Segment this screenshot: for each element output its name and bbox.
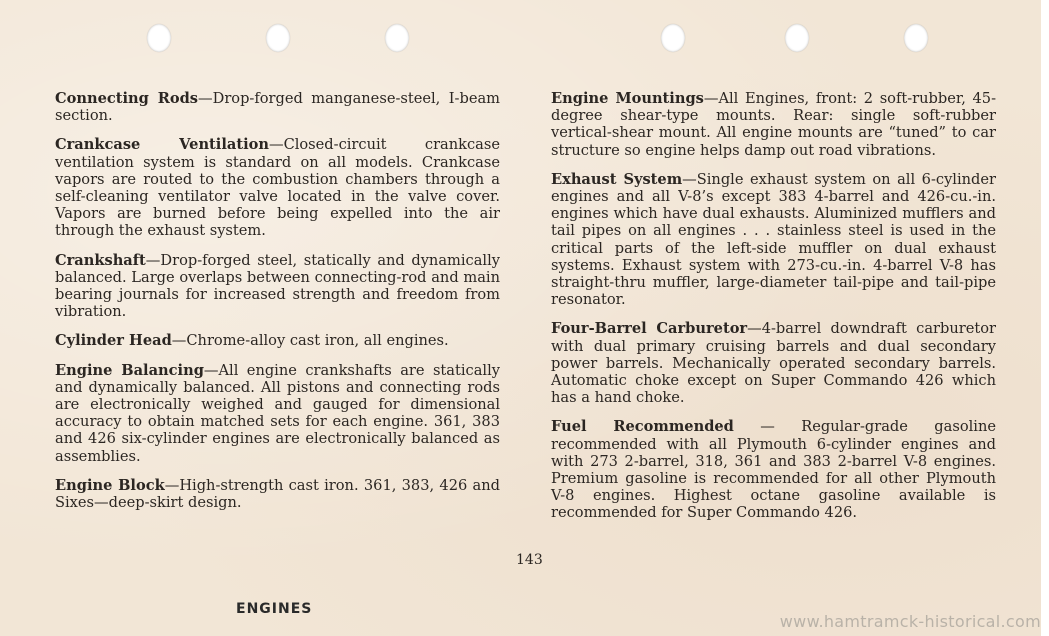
binder-hole <box>385 24 409 52</box>
spec-term: Crankcase Ventilation <box>55 136 269 154</box>
spec-entry <box>55 332 500 349</box>
section-label: ENGINES <box>236 601 313 617</box>
page-number: 143 <box>516 552 543 568</box>
spec-text: —Chrome-alloy cast iron, all engines. <box>171 332 449 350</box>
spec-term: Exhaust System <box>551 170 683 188</box>
spec-term: Engine Balancing <box>55 361 204 379</box>
binder-hole <box>147 24 171 52</box>
spec-text: —High-strength cast iron. 361, 383, 426 and Sixes—deep-skirt design. <box>55 476 500 512</box>
spec-term: Crankshaft <box>55 251 146 269</box>
spec-term: Engine Mountings <box>551 90 704 107</box>
spec-text: —Drop-forged manganese-steel, I-beam section. <box>55 90 500 125</box>
spec-entry <box>55 477 500 511</box>
spec-entry <box>55 90 500 124</box>
spec-term: Fuel Recommended <box>551 418 734 436</box>
spec-term: Four-Barrel Carburetor <box>551 320 748 338</box>
spec-text: —All Engines, front: 2 soft-rubber, 45-degree shear-type mounts. Rear: single soft-rubber vertical-shear mount. All engine mounts are “tuned” to car structure so engine helps damp out road vibrations. <box>551 90 996 159</box>
spec-term: Cylinder Head <box>55 332 172 350</box>
spec-entry <box>55 362 500 465</box>
spec-entry <box>551 320 996 406</box>
spec-entry <box>551 90 996 159</box>
binder-hole <box>785 24 809 52</box>
watermark: www.hamtramck-historical.com <box>779 612 1041 631</box>
spec-entry <box>55 252 500 321</box>
binder-hole <box>266 24 290 52</box>
spec-entry <box>551 418 996 521</box>
spec-text: —4-barrel downdraft carburetor with dual primary cruising barrels and dual secondary power barrels. Mechanically operated secondary barrels. Automatic choke except on Super Commando 426 which has a hand choke. <box>551 320 996 407</box>
spec-text: —All engine crankshafts are statically and dynamically balanced. All pistons and connecting rods are electronically weighed and gauged for dimensional accuracy to obtain matched sets for each engine. 361, 383 and 426 six-cylinder engines are electronically balanced as assemblies. <box>55 361 500 465</box>
spec-text: —Drop-forged steel, statically and dynamically balanced. Large overlaps between connecting-rod and main bearing journals for increased strength and freedom from vibration. <box>55 251 500 321</box>
spec-text: —Single exhaust system on all 6-cylinder engines and all V-8’s except 383 4-barrel and 426-cu.-in. engines which have dual exhausts. Aluminized mufflers and tail pipes on all engines . . . stainless steel is used in the critical parts of the left-side muffler on dual exhaust systems. Exhaust system with 273-cu.-in. 4-barrel V-8 has straight-thru muffler, large-diameter tail-pipe and tail-pipe resonator. <box>551 170 996 309</box>
spec-term: Connecting Rods <box>55 90 199 107</box>
spec-term: Engine Block <box>55 476 165 494</box>
spec-text: — Regular-grade gasoline recommended with all Plymouth 6-cylinder engines and with 273 2-barrel, 318, 361 and 383 2-barrel V-8 engines. Premium gasoline is recommended for all other Plymouth V-8 engines. Highest octane gasoline available is recommended for Super Commando 426. <box>551 418 996 522</box>
binder-hole <box>661 24 685 52</box>
left-column <box>55 90 500 523</box>
spec-entry <box>55 136 500 239</box>
spec-entry <box>551 171 996 309</box>
right-column <box>551 90 996 534</box>
page-edge <box>1041 0 1049 636</box>
binder-hole <box>904 24 928 52</box>
spec-text: —Closed-circuit crankcase ventilation system is standard on all models. Crankcase vapors are routed to the combustion chambers through a self-cleaning ventilator valve located in the valve cover. Vapors are burned before being expelled into the air through the exhaust system. <box>55 136 500 240</box>
